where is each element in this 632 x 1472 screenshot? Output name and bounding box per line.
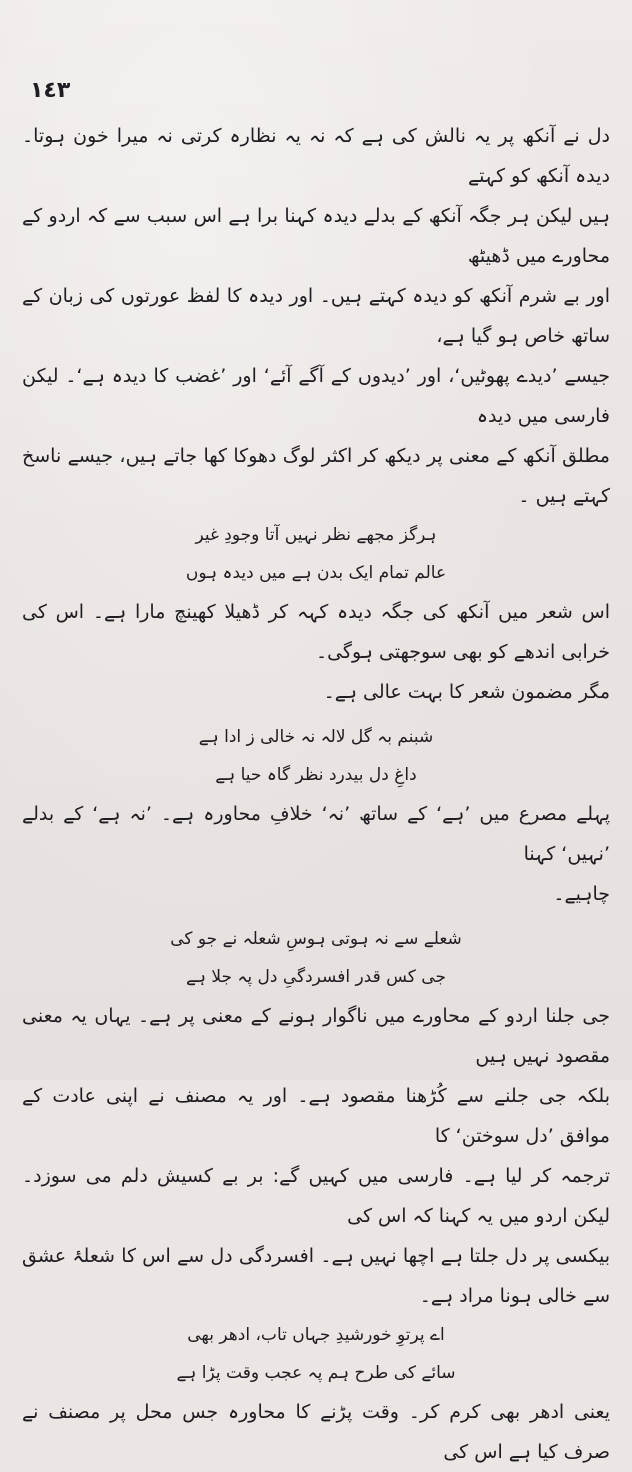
prose-line: ترجمہ کر لیا ہے۔ فارسی میں کہیں گے: بر بے کسیش دلم می سوزد۔ لیکن اردو میں یہ کہنا کہ اس کی xyxy=(22,1165,610,1227)
prose-line: دل نے آنکھ پر یہ نالش کی ہے کہ نہ یہ نظارہ کرتی نہ میرا خون ہوتا۔ دیدہ آنکھ کو کہتے xyxy=(22,125,610,187)
page-number: ١٤٣ xyxy=(30,78,71,103)
prose-line: مگر مضمون شعر کا بہت عالی ہے۔ xyxy=(323,681,610,703)
prose-line: ہیں لیکن ہر جگہ آنکھ کے بدلے دیدہ کہنا برا ہے اس سبب سے کہ اردو کے محاورے میں ڈھیٹھ xyxy=(22,205,610,267)
verse-line: شعلے سے نہ ہوتی ہوسِ شعلہ نے جو کی xyxy=(170,929,462,949)
verse-line: اے پرتوِ خورشیدِ جہاں تاب، ادھر بھی xyxy=(187,1325,445,1345)
verse-line: ہرگز مجھے نظر نہیں آتا وجودِ غیر xyxy=(195,525,437,545)
prose-line: اور بے شرم آنکھ کو دیدہ کہتے ہیں۔ اور دیدہ کا لفظ عورتوں کی زبان کے ساتھ خاص ہو گیا ہے، xyxy=(22,285,610,347)
prose-line: جی جلنا اردو کے محاورے میں ناگوار ہونے کے معنی پر ہے۔ یہاں یہ معنی مقصود نہیں ہیں xyxy=(22,1005,610,1067)
prose-line: بلکہ جی جلنے سے کُڑھنا مقصود ہے۔ اور یہ مصنف نے اپنی عادت کے موافق ’دل سوختن‘ کا xyxy=(22,1085,610,1147)
verse-line: داغِ دل بیدرد نظر گاہ حیا ہے xyxy=(215,765,417,785)
verse-line: جی کس قدر افسردگیِ دل پہ جلا ہے xyxy=(186,967,446,987)
verse-line: شبنم بہ گل لالہ نہ خالی ز ادا ہے xyxy=(198,727,434,747)
prose-line: پہلے مصرع میں ’ہے‘ کے ساتھ ’نہ‘ خلافِ محاورہ ہے۔ ’نہ ہے‘ کے بدلے ’نہیں‘ کہنا xyxy=(22,803,610,865)
prose-line: مطلق آنکھ کے معنی پر دیکھ کر اکثر لوگ دھوکا کھا جاتے ہیں، جیسے ناسخ کہتے ہیں ۔ xyxy=(22,445,610,507)
prose-line: اس شعر میں آنکھ کی جگہ دیدہ کہہ کر ڈھیلا کھینچ مارا ہے۔ اس کی خرابی اندھے کو بھی سوجھتی ہوگی۔ xyxy=(22,601,610,663)
verse-line: عالم تمام ایک بدن ہے میں دیدہ ہوں xyxy=(185,563,447,583)
prose-line: بیکسی پر دل جلتا ہے اچھا نہیں ہے۔ افسردگی دل سے اس کا شعلۂ عشق سے خالی ہونا مراد ہے۔ xyxy=(22,1245,610,1307)
page-body xyxy=(22,116,610,1472)
prose-line: چاہیے۔ xyxy=(553,883,610,905)
prose-line: جیسے ’دیدے پھوٹیں‘، اور ’دیدوں کے آگے آئے‘ اور ’غضب کا دیدہ ہے‘۔ لیکن فارسی میں دیدہ xyxy=(22,365,610,427)
prose-line: یعنی ادھر بھی کرم کر۔ وقت پڑنے کا محاورہ جس محل پر مصنف نے صرف کیا ہے اس کی xyxy=(22,1401,610,1463)
verse-line: سائے کی طرح ہم پہ عجب وقت پڑا ہے xyxy=(176,1363,456,1383)
